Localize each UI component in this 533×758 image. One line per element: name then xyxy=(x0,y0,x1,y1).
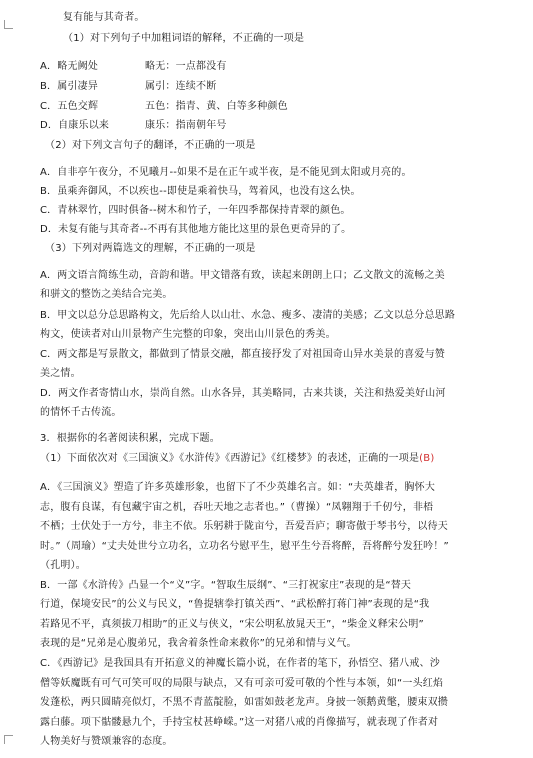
option-line: 露白藤。项下骷髅悬九个，手持宝杖甚峥嵘。”这一对猪八戒的肖像描写，就表现了作者对 xyxy=(40,717,439,728)
option-d-phrase: D．自康乐以来 xyxy=(40,120,110,131)
option-line: B．虽乘奔御风，不以疾也--即使是乘着快马，驾着风，也没有这么快。 xyxy=(40,186,361,197)
option-line: 不栖；士伏处于一方兮，非主不依。乐躬耕于陇亩兮，吾爱吾庐；聊寄傲于琴书兮，以待天 xyxy=(40,521,448,532)
question-stem: （2）对下列文言句子的翻译，不正确的一项是 xyxy=(45,140,256,151)
option-line: D．未复有能与其奇者--不再有其他地方能比这里的景色更奇异的了。 xyxy=(40,224,352,235)
margin-mark xyxy=(4,20,13,29)
option-a-gloss: 略无：一点都没有 xyxy=(145,61,227,72)
option-line: （孔明）。 xyxy=(40,560,86,571)
option-line: 若路见不平，真须拔刀相助”的正义与侠义，“宋公明私放晁天王”，“柴金义释宋公明” xyxy=(40,619,424,630)
option-line: 志，腹有良谋，有包藏宇宙之机，吞吐天地之志者也。”（曹操）“凤翱翔于千仞兮，非梧 xyxy=(40,502,434,513)
option-line: 僧等妖魔既有可气可笑可叹的局限与缺点，又有可亲可爱可敬的个性与本领，如“一头红焰 xyxy=(40,678,444,689)
option-c-phrase: C．五色交辉 xyxy=(40,101,99,112)
option-line: C．两文都是写景散文，都做到了情景交融，都直接抒发了对祖国奇山异水美景的喜爱与赞 xyxy=(40,349,445,360)
option-b-gloss: 属引：连续不断 xyxy=(145,81,217,92)
option-a-phrase: A．略无阙处 xyxy=(40,61,99,72)
option-line: A．两文语言简练生动，音韵和谐。甲文错落有致，读起来朗朗上口；乙文散文的流畅之美 xyxy=(40,270,445,281)
question-stem: （3）下列对两篇选文的理解，不正确的一项是 xyxy=(45,243,256,254)
option-line: 行道，保境安民”的公义与民义，“鲁提辖拳打镇关西”、“武松醉打蒋门神”表现的是“我 xyxy=(40,599,430,610)
option-line: A．自非亭午夜分，不见曦月--如果不是在正午或半夜，是不能见到太阳或月亮的。 xyxy=(40,167,412,178)
question-stem: （1）对下列句子中加粗词语的解释，不正确的一项是 xyxy=(63,33,305,44)
option-line: D．两文作者寄情山水，崇尚自然。山水各异，其美略同，古来共谈，关注和热爱美好山河 xyxy=(40,388,446,399)
option-line: A．《三国演义》塑造了许多英雄形象，也留下了不少英雄名言。如：“夫英雄者，胸怀大 xyxy=(40,482,436,493)
option-line: 美之情。 xyxy=(40,368,81,379)
option-line: 人物美好与赞颂兼容的态度。 xyxy=(40,736,173,747)
option-line: 构文，使读者对山川景物产生完整的印象，突出山川景色的秀美。 xyxy=(40,329,336,340)
option-line: 和骈文的整饬之美结合完美。 xyxy=(40,289,173,300)
option-line: B．一部《水浒传》凸显一个“义”字。“智取生辰纲”、“三打祝家庄”表现的是“替天 xyxy=(40,580,412,591)
margin-mark xyxy=(4,735,13,744)
option-line: 表现的是“兄弟是心腹弟兄，我舍着条性命来救你”的兄弟和情与义气。 xyxy=(40,638,357,649)
option-line: C．《西游记》是我国具有开拓意义的神魔长篇小说，在作者的笔下，孙悟空、猪八戒、沙 xyxy=(40,658,440,669)
question-stem xyxy=(40,453,434,465)
option-line: C．青林翠竹，四时俱备--树木和竹子，一年四季都保持青翠的颜色。 xyxy=(40,205,351,216)
option-line: 的情怀千古传流。 xyxy=(40,407,122,418)
handwritten-answer: (B) xyxy=(419,453,435,464)
option-c-gloss: 五色：指青、黄、白等多种颜色 xyxy=(145,101,288,112)
option-line: 时。”（周瑜）“丈夫处世兮立功名，立功名兮慰平生，慰平生兮吾将醉，吾将醉兮发狂吟！” xyxy=(40,541,449,552)
section-heading: 3．根据你的名著阅读积累，完成下题。 xyxy=(40,433,220,444)
question-stem-text: （1）下面依次对《三国演义》《水浒传》《西游记》《红楼梦》的表述，正确的一项是 xyxy=(40,453,420,464)
option-line: 发蓬松，两只圆睛亮似灯，不黑不青蓝靛脸，如雷如鼓老龙声。身披一领鹅黄氅，腰束双攒 xyxy=(40,697,448,708)
option-b-phrase: B．属引凄异 xyxy=(40,81,99,92)
option-line: B．甲文以总分总思路构文，先后给人以山壮、水急、瘦多、凄清的美感；乙文以总分总思路 xyxy=(40,310,456,321)
option-d-gloss: 康乐：指南朝年号 xyxy=(145,120,227,131)
text-line: 复有能与其奇者。 xyxy=(63,12,145,23)
